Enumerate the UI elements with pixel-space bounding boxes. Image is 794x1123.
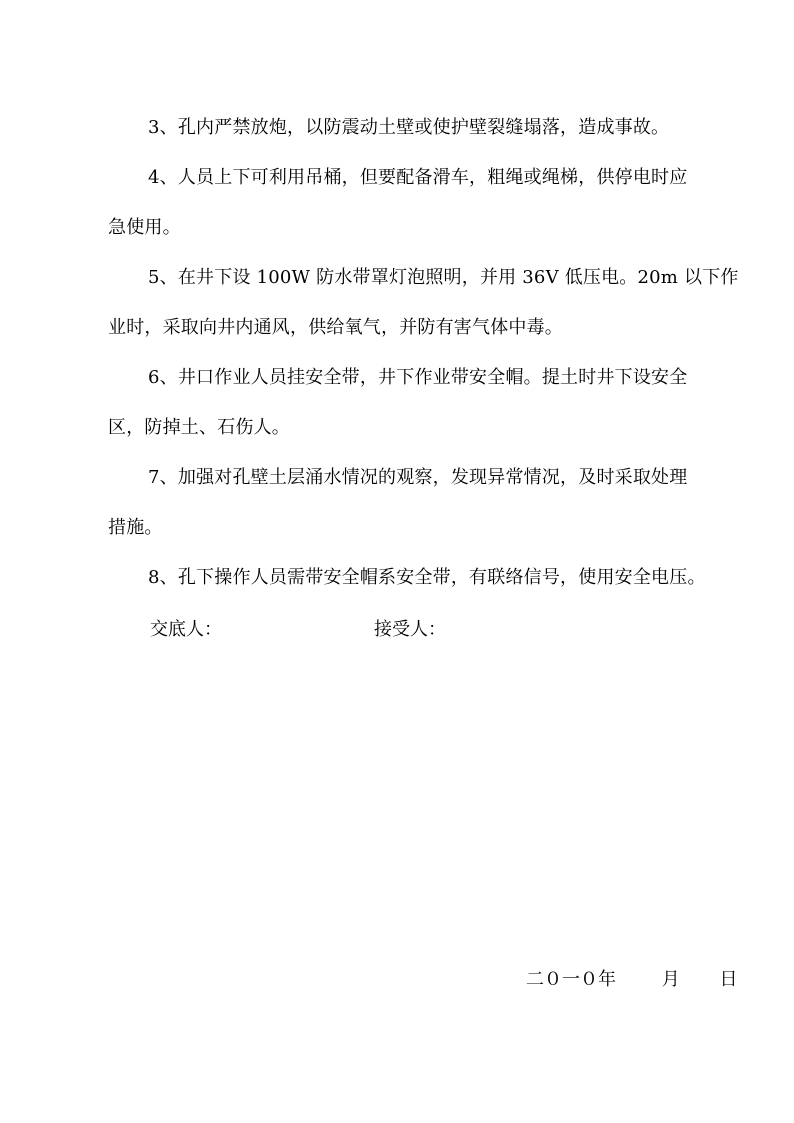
item-3-line-1: 3、孔内严禁放炮，以防震动土壁或使护壁裂缝塌落，造成事故。	[148, 117, 670, 138]
date-line	[526, 968, 737, 992]
item-4-line-1: 4、人员上下可利用吊桶，但要配备滑车，粗绳或绳梯，供停电时应	[148, 167, 688, 188]
item-8-line-1: 8、孔下操作人员需带安全帽系安全带，有联络信号，使用安全电压。	[148, 567, 706, 588]
item-6-line-1: 6、井口作业人员挂安全带，井下作业带安全帽。提土时井下设安全	[148, 367, 688, 388]
item-6-line-2: 区，防掉土、石伤人。	[108, 417, 290, 438]
date-day: 日	[719, 969, 738, 990]
handover-person-label: 交底人：	[150, 619, 222, 640]
item-7-line-1: 7、加强对孔壁土层涌水情况的观察，发现异常情况，及时采取处理	[148, 467, 688, 488]
item-4-line-2: 急使用。	[108, 217, 181, 238]
date-year: 二０一０年	[526, 969, 616, 990]
receiver-person-label: 接受人：	[374, 619, 446, 640]
item-5-line-1: 5、在井下设 100W 防水带罩灯泡照明，并用 36V 低压电。20m 以下作	[148, 267, 739, 288]
item-5-line-2: 业时，采取向井内通风，供给氧气，并防有害气体中毒。	[108, 317, 563, 338]
item-7-line-2: 措施。	[108, 517, 163, 538]
date-month: 月	[661, 969, 680, 990]
